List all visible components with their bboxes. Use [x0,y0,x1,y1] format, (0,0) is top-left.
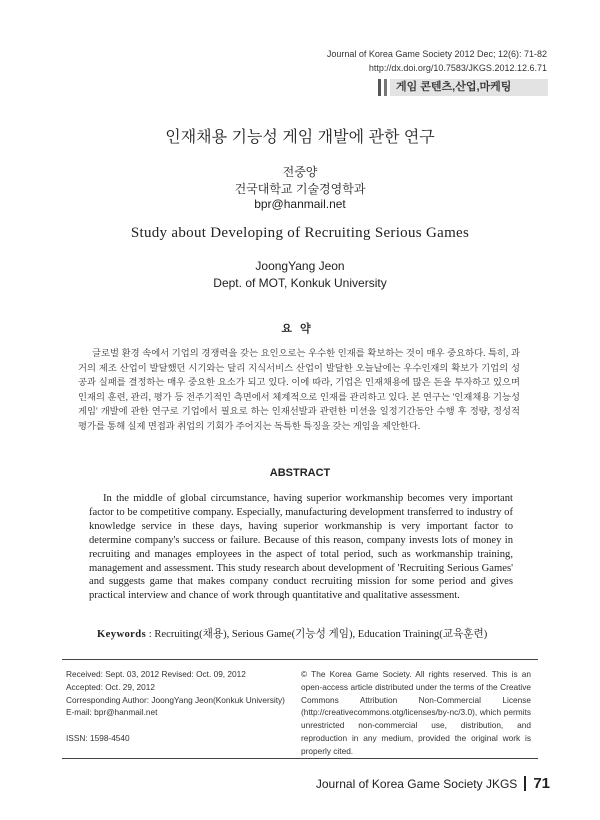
spacer [66,719,291,732]
doi-link[interactable]: http://dx.doi.org/10.7583/JKGS.2012.12.6.71 [368,63,547,73]
corresponding-author: Corresponding Author: JoongYang Jeon(Konkuk University) [66,694,285,705]
category-bar-mark [378,79,381,96]
footnote-divider-bottom [62,758,538,759]
received-date: Received: Sept. 03, 2012 Revised: Oct. 09, 2012 [66,669,246,679]
affiliation-korean: 건국대학교 기술경영학과 [234,182,366,196]
footer-journal-name: Journal of Korea Game Society JKGS [315,776,518,791]
copyright-notice: © The Korea Game Society. All rights reserved. This is an open-access article distributed under the terms of the Creative Commons Attribution Non-Commercial License (http://creativecommons.otg/licenses/by-nc/3.0), which permits unrestricted non-commercial use, distribution, and reproduction in any medium, provided the original work is properly cited. [301,669,531,756]
category-label: 게임 콘텐츠,산업,마케팅 [390,79,548,96]
author-email[interactable]: bpr@hanmail.net [254,197,346,211]
summary-body: 글로벌 환경 속에서 기업의 경쟁력을 갖는 요인으로는 우수한 인재를 확보하는 것이 매우 중요하다. 특히, 과거의 제조 산업이 발달했던 시기와는 달리 지식서비스 산업이 발달한 오늘날에는 우수인재의 확보가 기업의 성공과 실패를 결정하는 매우 중요한 요소가 되고 있다. 이에 따라, 기업은 인재채용에 많은 돈을 투자하고 있으며 인재의 훈련, 관리, 평가 등 전주기적인 측면에서 체계적으로 인재를 관리하고 있다. 본 연구는 '인재채용 기능성 게임' 개발에 관한 연구로 기업에서 필요로 하는 인재선발과 관련한 미션을 일정기간동안 수행 후 정량, 정성적 평가를 통해 실제 면접과 취업의 기회가 주어지는 독특한 특징을 갖는 게임을 제안한다. [78,349,520,432]
keywords-separator: : [146,629,155,640]
article-history [66,668,291,745]
page-footer [316,775,550,792]
footer-separator [524,776,526,791]
issn: ISSN: 1598-4540 [66,732,130,743]
affiliation-english: Dept. of MOT, Konkuk University [213,276,387,290]
abstract-heading: ABSTRACT [269,467,331,479]
accepted-date: Accepted: Oct. 29, 2012 [66,681,156,692]
abstract-body: In the middle of global circumstance, having superior workmanship becomes very important factor to be competitive company. Especially, manufacturing development transferred to industry of knowledge service in these days, having superior workmanship is very important factor to determine company's success or failure. Because of this reason, company invests lots of money in recruiting and manages employees in the aspect of total period, such as workmanship training, management and assessment. This study research about development of 'Recruiting Serious Games' and suggests game that makes company conduct recruiting mission for some period and gives practical interview and chance of work through quantitative and qualitative assessment. [89,493,513,602]
author-korean: 전중양 [282,165,318,179]
keywords-text: Recruiting(채용), Serious Game(기능성 게임), Education Training(교육훈련) [154,629,488,640]
title-korean: 인재채용 기능성 게임 개발에 관한 연구 [165,129,435,146]
corresponding-email: E-mail: bpr@hanmail.net [66,707,158,718]
journal-citation: Journal of Korea Game Society 2012 Dec; 12(6): 71-82 [326,49,547,59]
page-number: 71 [533,775,550,792]
category-bar-mark [384,79,387,96]
title-english: Study about Developing of Recruiting Serious Games [130,225,470,241]
keywords-line [97,626,487,641]
category-banner [378,79,548,96]
footnote-divider-top [62,659,538,660]
author-english: JoongYang Jeon [255,259,345,273]
summary-heading: 요약 [281,323,319,335]
keywords-label: Keywords [97,629,147,640]
